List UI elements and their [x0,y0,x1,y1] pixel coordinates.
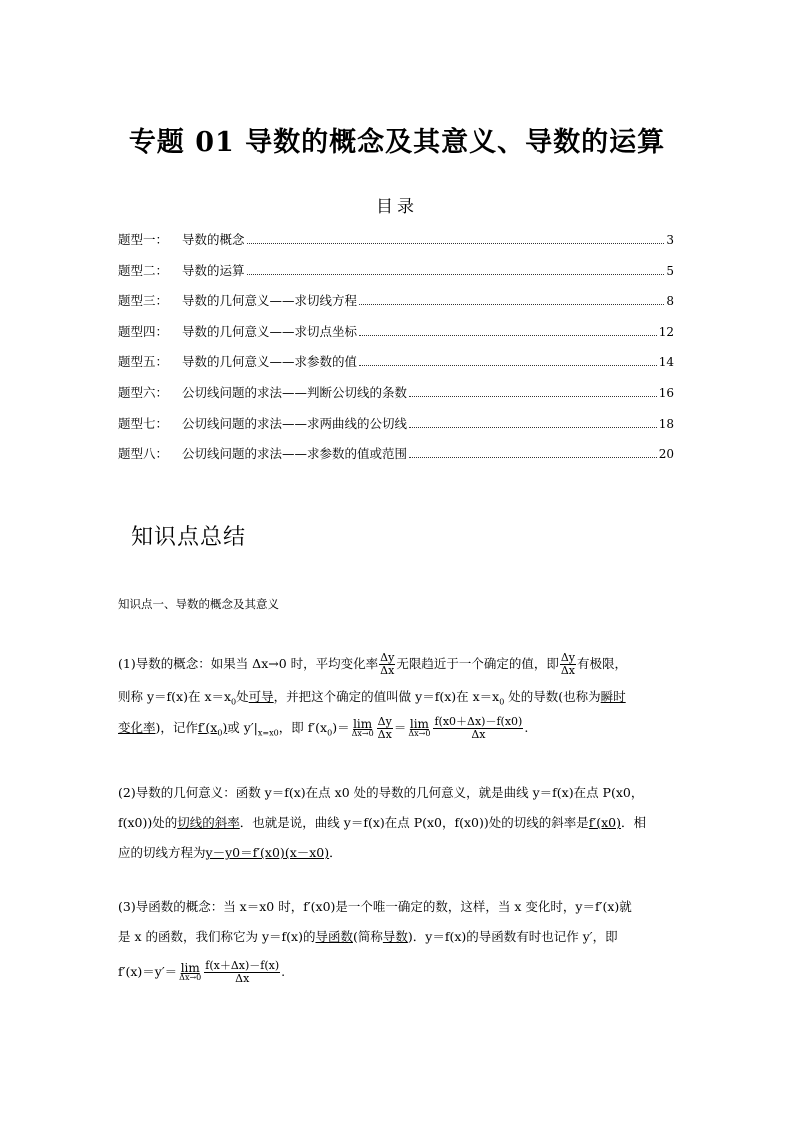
toc-item-page: 20 [658,447,674,462]
text-run: f(x0))处的 [118,815,178,830]
text-run: ＝ [393,720,407,735]
toc-item[interactable] [118,291,674,322]
toc-item-text: 公切线问题的求法——判断公切线的条数 [182,384,408,400]
toc-leader-dots [247,274,665,275]
text-run: ． [329,845,342,860]
text-run: 有极限， [577,656,628,671]
toc-item-label: 题型四： [118,323,169,339]
text-run: )＝ [332,720,350,735]
toc-item-text: 导数的几何意义——求切线方程 [182,293,358,309]
toc-leader-dots [409,396,657,397]
text-run: . [281,964,286,979]
fraction-difference-quotient [433,716,523,741]
underlined-term: f′(x [197,720,218,735]
toc-heading: 目录 [376,197,418,217]
toc-item[interactable] [118,230,674,261]
underlined-term: 切线的斜率 [177,815,240,830]
toc-item[interactable] [118,414,674,445]
toc-item[interactable] [118,352,674,383]
toc-item-label: 题型八： [118,446,169,462]
fraction-denominator: Δx [380,664,395,677]
subscript: 0 [231,697,237,707]
toc-item-page: 3 [666,233,674,247]
toc-item-page: 8 [666,294,674,309]
toc-item-text: 导数的运算 [182,262,245,278]
toc-leader-dots [359,304,664,305]
text-run: 处的导数(也称为 [504,689,601,704]
para1-line3 [118,716,528,741]
toc-item-page: 12 [658,324,674,339]
text-run: 应的切线方程为 [118,845,206,860]
text-run: ，并把这个确定的值叫做 y＝f(x)在 x＝x [273,689,500,704]
text-run: ．相 [621,815,647,830]
text-run: )，记作 [155,720,198,735]
toc-item-text: 公切线问题的求法——求两曲线的公切线 [182,415,408,431]
text-run: 则称 y＝f(x)在 x＝x [118,689,232,704]
limit-word: lim [409,716,429,731]
underlined-term: f′(x0) [588,815,622,830]
text-run: . [524,720,529,735]
table-of-contents [118,230,674,475]
fraction-dy-dx [560,652,576,677]
text-run: )．y＝f(x)的导函数有时也记作 y′，即 [407,929,618,944]
limit-operator [408,716,431,739]
toc-item-page: 5 [666,263,674,278]
limit-subscript: Δx→0 [179,972,202,982]
toc-item-text: 导数的概念 [182,232,245,247]
toc-leader-dots [409,457,657,458]
fraction-denominator: Δx [235,972,250,985]
underlined-term: 可导 [248,689,274,704]
limit-word: lim [353,716,373,731]
toc-item[interactable] [118,444,674,475]
fraction-numerator: Δy [560,651,576,664]
para2-line2 [118,816,646,829]
fraction-numerator: f(x＋Δx)－f(x) [205,959,280,972]
limit-subscript: Δx→0 [351,728,374,738]
para2-line3 [118,846,342,859]
limit-operator [351,716,374,739]
fraction-denominator: Δx [471,728,486,741]
toc-item-page: 14 [658,355,674,370]
para2-line1: (2)导数的几何意义：函数 y＝f(x)在点 x0 处的导数的几何意义，就是曲线 y＝f(x)在点 P(x0， [118,785,644,800]
limit-subscript: Δx→0 [408,728,431,738]
fraction-numerator: Δy [380,651,395,664]
text-run: f′(x)＝y′＝ [118,964,178,979]
limit-word: lim [180,960,200,975]
text-run: 或 y′| [227,720,258,735]
subscript: 0 [217,728,223,738]
text-run: 是 x 的函数，我们称它为 y＝f(x)的 [118,929,316,944]
subscript: x=x0 [257,728,279,738]
subscript: 0 [327,728,333,738]
toc-item[interactable] [118,322,674,353]
limit-operator [179,960,202,983]
fraction-difference-quotient [204,960,280,985]
underlined-term: 导数 [382,929,408,944]
para3-line1: (3)导函数的概念：当 x＝x0 时，f′(x0)是一个唯一确定的数，这样，当 x 变化时，y＝f′(x)就 [118,899,632,914]
toc-leader-dots [409,427,657,428]
section-heading: 知识点总结 [131,525,247,550]
text-run: ，即 f′(x [278,720,328,735]
toc-leader-dots [359,365,657,366]
text-run: (简称 [352,929,383,944]
underlined-term: 变化率 [118,720,156,735]
toc-item-page: 18 [658,416,674,431]
para1-line1 [118,652,627,677]
toc-item-text: 导数的几何意义——求参数的值 [182,354,358,370]
toc-item-text: 导数的几何意义——求切点坐标 [182,323,358,339]
fraction-numerator: Δy [377,715,392,728]
fraction-numerator: f(x0＋Δx)－f(x0) [434,715,523,728]
toc-item-label: 题型三： [118,293,169,309]
toc-leader-dots [247,243,665,244]
para3-line2 [118,930,618,943]
underlined-term: 瞬时 [600,689,626,704]
text-run: (1)导数的概念：如果当 Δx→0 时，平均变化率 [118,656,379,671]
text-run: ．也就是说，曲线 y＝f(x)在点 P(x0，f(x0))处的切线的斜率是 [239,815,589,830]
para1-line2 [118,690,626,709]
page-title: 专题 01 导数的概念及其意义、导数的运算 [128,127,666,158]
toc-leader-dots [359,335,657,336]
fraction-denominator: Δx [560,664,576,677]
underlined-term: y－y0＝f′(x0)(x－x0) [205,845,330,860]
toc-item-label: 题型二： [118,262,169,278]
toc-item[interactable] [118,261,674,292]
toc-item[interactable] [118,383,674,414]
subscript: 0 [499,697,505,707]
knowledge-point-title: 知识点一、导数的概念及其意义 [118,597,279,611]
toc-item-label: 题型五： [118,354,169,370]
text-run: 无限趋近于一个确定的值，即 [396,656,559,671]
toc-item-page: 16 [658,385,674,400]
text-run: 处 [236,689,249,704]
toc-item-label: 题型七： [118,415,169,431]
underlined-term: 导函数 [315,929,353,944]
fraction-dy-dx [379,652,395,677]
underlined-term: ) [222,720,228,735]
toc-item-label: 题型一： [118,232,169,247]
fraction-dy-dx [377,716,393,741]
toc-item-label: 题型六： [118,384,169,400]
toc-item-text: 公切线问题的求法——求参数的值或范围 [182,446,408,462]
para3-line3 [118,960,285,985]
fraction-denominator: Δx [377,728,392,741]
